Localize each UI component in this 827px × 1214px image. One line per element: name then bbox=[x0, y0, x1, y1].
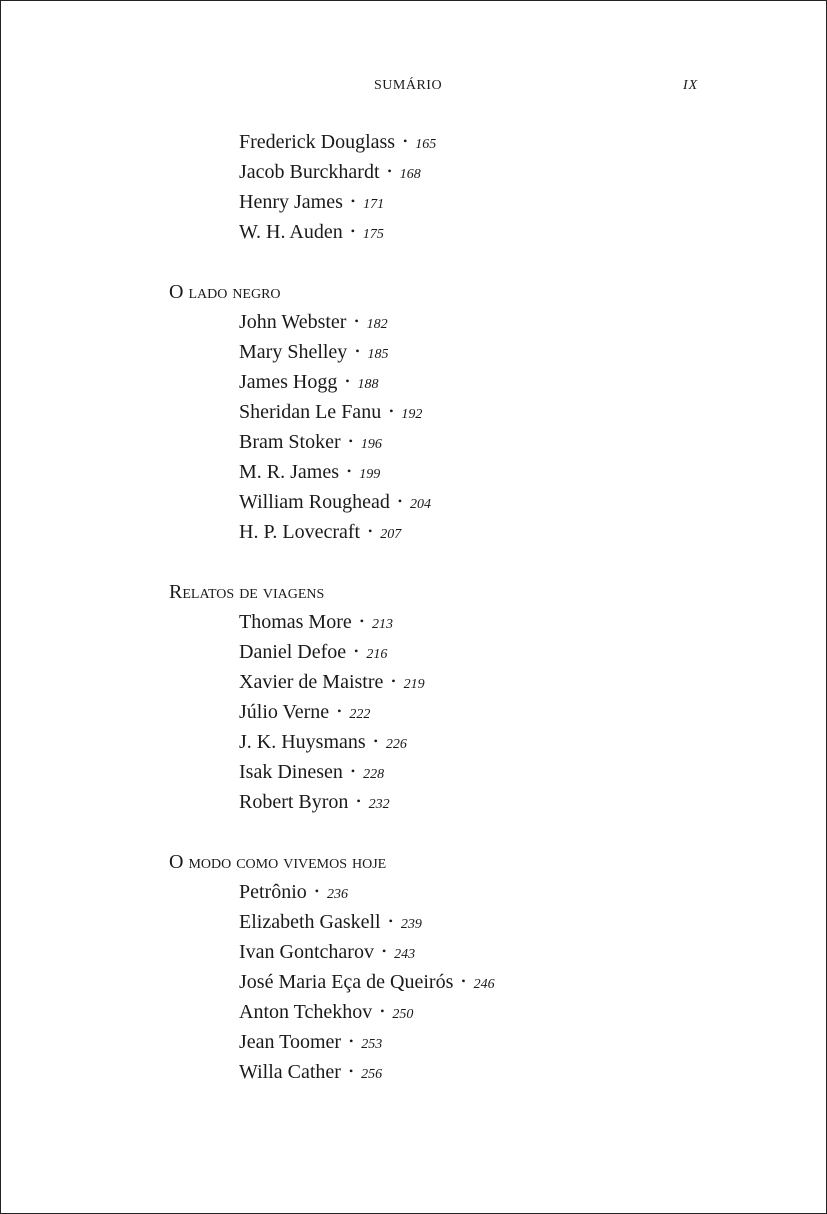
entry-name: Xavier de Maistre bbox=[239, 671, 384, 693]
entry-name: Daniel Defoe bbox=[239, 641, 347, 663]
entry-page: 246 bbox=[473, 977, 495, 992]
toc-entry bbox=[239, 1027, 826, 1057]
section-heading: O modo como vivemos hoje bbox=[169, 851, 387, 873]
toc-entry bbox=[239, 367, 826, 397]
entry-name: Júlio Verne bbox=[239, 701, 330, 723]
section-gap bbox=[1, 547, 826, 577]
entry-page: 250 bbox=[392, 1007, 414, 1022]
bullet-separator: • bbox=[314, 884, 319, 899]
entry-name: José Maria Eça de Queirós bbox=[239, 971, 454, 993]
bullet-separator: • bbox=[355, 344, 360, 359]
entry-name: Mary Shelley bbox=[239, 341, 348, 363]
page-number: IX bbox=[683, 78, 699, 93]
entry-page: 226 bbox=[385, 737, 407, 752]
bullet-separator: • bbox=[356, 794, 361, 809]
entry-name: John Webster bbox=[239, 311, 347, 333]
running-head bbox=[1, 78, 826, 98]
bullet-separator: • bbox=[387, 164, 392, 179]
toc-entry bbox=[239, 517, 826, 547]
toc-entry bbox=[239, 487, 826, 517]
bullet-separator: • bbox=[348, 1064, 354, 1079]
bullet-separator: • bbox=[373, 734, 378, 749]
entry-page: 236 bbox=[326, 887, 348, 902]
entry-page: 199 bbox=[359, 467, 381, 482]
bullet-separator: • bbox=[461, 974, 466, 989]
toc-entry bbox=[239, 667, 826, 697]
entry-page: 207 bbox=[380, 527, 402, 542]
toc-lead-section bbox=[1, 127, 826, 247]
entry-page: 216 bbox=[366, 647, 388, 662]
toc-entry bbox=[239, 787, 826, 817]
bullet-separator: • bbox=[389, 404, 394, 419]
toc-entry bbox=[239, 757, 826, 787]
entry-page: 239 bbox=[400, 917, 422, 932]
toc-entry bbox=[239, 457, 826, 487]
entry-page: 196 bbox=[360, 437, 382, 452]
entry-name: Ivan Gontcharov bbox=[239, 941, 374, 963]
section-gap bbox=[1, 247, 826, 277]
entry-name: Elizabeth Gaskell bbox=[239, 911, 381, 933]
toc-entry bbox=[239, 997, 826, 1027]
entry-name: M. R. James bbox=[239, 461, 339, 483]
entry-page: 192 bbox=[401, 407, 423, 422]
entry-page: 168 bbox=[399, 167, 421, 182]
toc-entry bbox=[239, 337, 826, 367]
toc-section-relatos-de-viagens bbox=[1, 577, 826, 817]
section-gap bbox=[1, 817, 826, 847]
bullet-separator: • bbox=[337, 704, 342, 719]
toc-entry bbox=[239, 307, 826, 337]
toc-entry bbox=[239, 187, 826, 217]
entry-page: 171 bbox=[363, 197, 385, 212]
entry-name: Jacob Burckhardt bbox=[239, 161, 380, 183]
entry-name: Sheridan Le Fanu bbox=[239, 401, 382, 423]
bullet-separator: • bbox=[350, 194, 356, 209]
entry-name: Bram Stoker bbox=[239, 431, 341, 453]
toc-section-modo-como-vivemos-hoje bbox=[1, 847, 826, 1087]
entry-page: 222 bbox=[349, 707, 371, 722]
bullet-separator: • bbox=[388, 914, 393, 929]
toc-entry bbox=[239, 637, 826, 667]
section-heading: O lado negro bbox=[169, 281, 281, 303]
entry-page: 219 bbox=[403, 677, 425, 692]
entry-name: Thomas More bbox=[239, 611, 352, 633]
entry-name: William Roughead bbox=[239, 491, 390, 513]
bullet-separator: • bbox=[391, 674, 396, 689]
bullet-separator: • bbox=[403, 134, 408, 149]
bullet-separator: • bbox=[350, 764, 356, 779]
toc-entry bbox=[239, 727, 826, 757]
toc-entry bbox=[239, 157, 826, 187]
entry-name: Robert Byron bbox=[239, 791, 349, 813]
entry-page: 204 bbox=[410, 497, 432, 512]
table-of-contents bbox=[1, 127, 826, 1087]
entry-name: Frederick Douglass bbox=[239, 131, 396, 153]
entry-page: 228 bbox=[363, 767, 385, 782]
entry-page: 188 bbox=[357, 377, 379, 392]
bullet-separator: • bbox=[345, 374, 350, 389]
toc-entry bbox=[239, 397, 826, 427]
entry-page: 175 bbox=[362, 227, 384, 242]
entry-page: 256 bbox=[361, 1067, 383, 1082]
entry-page: 213 bbox=[371, 617, 393, 632]
bullet-separator: • bbox=[348, 434, 353, 449]
entry-name: Isak Dinesen bbox=[239, 761, 343, 783]
entry-name: Henry James bbox=[239, 191, 343, 213]
entry-name: W. H. Auden bbox=[239, 221, 343, 243]
entry-name: J. K. Huysmans bbox=[239, 731, 366, 753]
toc-entry bbox=[239, 217, 826, 247]
entry-name: James Hogg bbox=[239, 371, 338, 393]
toc-entry bbox=[239, 877, 826, 907]
entry-name: Petrônio bbox=[239, 881, 307, 903]
toc-entry bbox=[239, 697, 826, 727]
entry-name: Willa Cather bbox=[239, 1061, 341, 1083]
bullet-separator: • bbox=[368, 524, 373, 539]
bullet-separator: • bbox=[354, 314, 359, 329]
entry-name: Jean Toomer bbox=[239, 1031, 342, 1053]
entry-page: 243 bbox=[394, 947, 416, 962]
bullet-separator: • bbox=[349, 1034, 354, 1049]
entry-page: 232 bbox=[368, 797, 390, 812]
bullet-separator: • bbox=[381, 944, 387, 959]
entry-page: 253 bbox=[361, 1037, 383, 1052]
entry-name: Anton Tchekhov bbox=[239, 1001, 373, 1023]
toc-entry bbox=[239, 607, 826, 637]
toc-entry bbox=[239, 427, 826, 457]
toc-entry bbox=[239, 967, 826, 997]
toc-entry bbox=[239, 907, 826, 937]
running-title: SUMÁRIO bbox=[374, 78, 443, 93]
entry-page: 165 bbox=[415, 137, 437, 152]
entry-page: 185 bbox=[367, 347, 389, 362]
bullet-separator: • bbox=[397, 494, 403, 509]
bullet-separator: • bbox=[347, 464, 352, 479]
bullet-separator: • bbox=[359, 614, 364, 629]
bullet-separator: • bbox=[380, 1004, 385, 1019]
toc-entry bbox=[239, 127, 826, 157]
toc-entry bbox=[239, 937, 826, 967]
entry-name: H. P. Lovecraft bbox=[239, 521, 361, 543]
bullet-separator: • bbox=[354, 644, 359, 659]
entry-page: 182 bbox=[366, 317, 388, 332]
toc-entry bbox=[239, 1057, 826, 1087]
section-heading: Relatos de viagens bbox=[169, 581, 325, 603]
bullet-separator: • bbox=[350, 224, 355, 239]
toc-section-lado-negro bbox=[1, 277, 826, 547]
